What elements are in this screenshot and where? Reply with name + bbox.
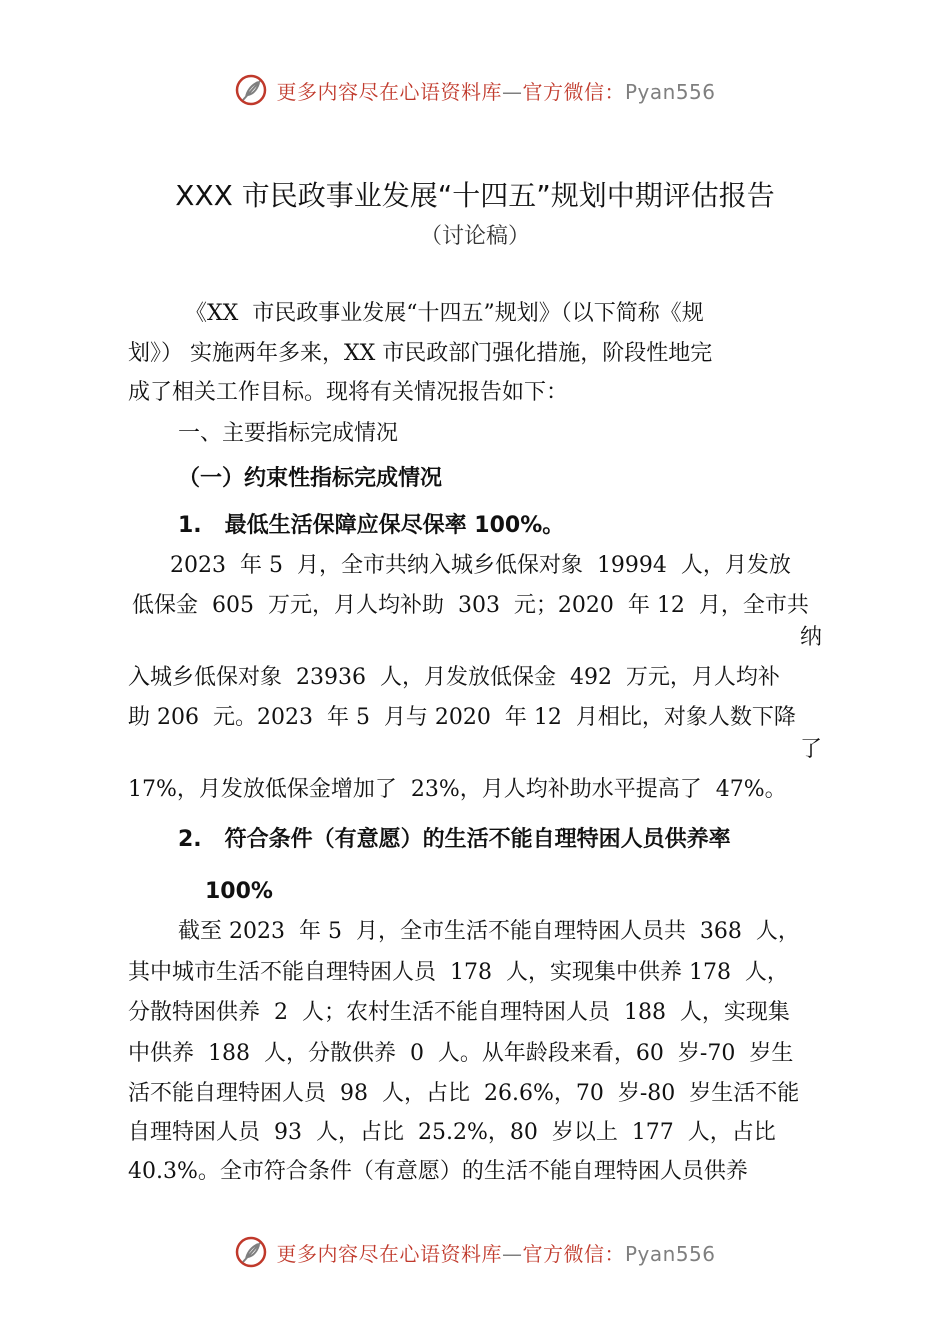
intro-line: 《XX 市民政事业发展“十四五”规划》（以下简称《规	[185, 301, 704, 326]
intro-line: 成了相关工作目标。现将有关情况报告如下：	[128, 380, 569, 405]
paragraph-line: 活不能自理特困人员 98 人，占比 26.6%，70 岁-80 岁生活不能	[128, 1081, 800, 1106]
item2-title: 2. 符合条件（有意愿）的生活不能自理特困人员供养率	[178, 827, 731, 852]
paragraph-line: 截至 2023 年 5 月，全市生活不能自理特困人员共 368 人，	[178, 919, 800, 944]
paragraph-line: 2023 年 5 月，全市共纳入城乡低保对象 19994 人，月发放	[170, 553, 791, 578]
paragraph-line: 其中城市生活不能自理特困人员 178 人，实现集中供养 178 人，	[128, 960, 789, 985]
feather-logo-icon	[234, 73, 268, 107]
banner-text	[276, 76, 715, 105]
item2-title-cont: 100%	[205, 879, 273, 904]
subsection-heading: （一）约束性指标完成情况	[178, 465, 443, 491]
banner-dash: —	[501, 1241, 523, 1266]
banner-dash: —	[501, 79, 523, 104]
paragraph-line: 分散特困供养 2 人；农村生活不能自理特困人员 188 人，实现集	[128, 1000, 790, 1025]
banner-text	[276, 1238, 715, 1267]
document-title: XXX 市民政事业发展“十四五”规划中期评估报告	[175, 179, 775, 212]
banner-official: 官方微信：	[522, 1241, 625, 1266]
paragraph-line: 中供养 188 人，分散供养 0 人。从年龄段来看，60 岁-70 岁生	[128, 1041, 794, 1066]
feather-logo-icon	[234, 1235, 268, 1269]
paragraph-line: 自理特困人员 93 人，占比 25.2%，80 岁以上 177 人，占比	[128, 1120, 776, 1145]
paragraph-line: 入城乡低保对象 23936 人，月发放低保金 492 万元，月人均补	[128, 665, 780, 690]
banner-official: 官方微信：	[522, 79, 625, 104]
paragraph-line: 40.3%。全市符合条件（有意愿）的生活不能自理特困人员供养	[128, 1159, 748, 1184]
banner-main: 更多内容尽在心语资料库	[276, 1241, 502, 1266]
section-heading: 一、主要指标完成情况	[178, 421, 399, 446]
intro-line: 划》） 实施两年多来，XX 市民政部门强化措施，阶段性地完	[128, 341, 713, 366]
footer-banner	[0, 1232, 950, 1272]
header-banner	[0, 70, 950, 110]
paragraph-line: 低保金 605 万元，月人均补助 303 元；2020 年 12 月，全市共	[132, 593, 809, 618]
paragraph-line: 17%，月发放低保金增加了 23%，月人均补助水平提高了 47%。	[128, 777, 787, 802]
paragraph-line: 助 206 元。2023 年 5 月与 2020 年 12 月相比，对象人数下降	[128, 705, 796, 730]
banner-wechat: Pyan556	[624, 1241, 716, 1266]
banner-wechat: Pyan556	[624, 79, 716, 104]
item1-title: 1. 最低生活保障应保尽保率 100%。	[178, 513, 565, 538]
banner-main: 更多内容尽在心语资料库	[276, 79, 502, 104]
paragraph-line: 了	[799, 737, 822, 762]
document-subtitle: （讨论稿）	[419, 224, 530, 249]
paragraph-line: 纳	[799, 625, 822, 650]
